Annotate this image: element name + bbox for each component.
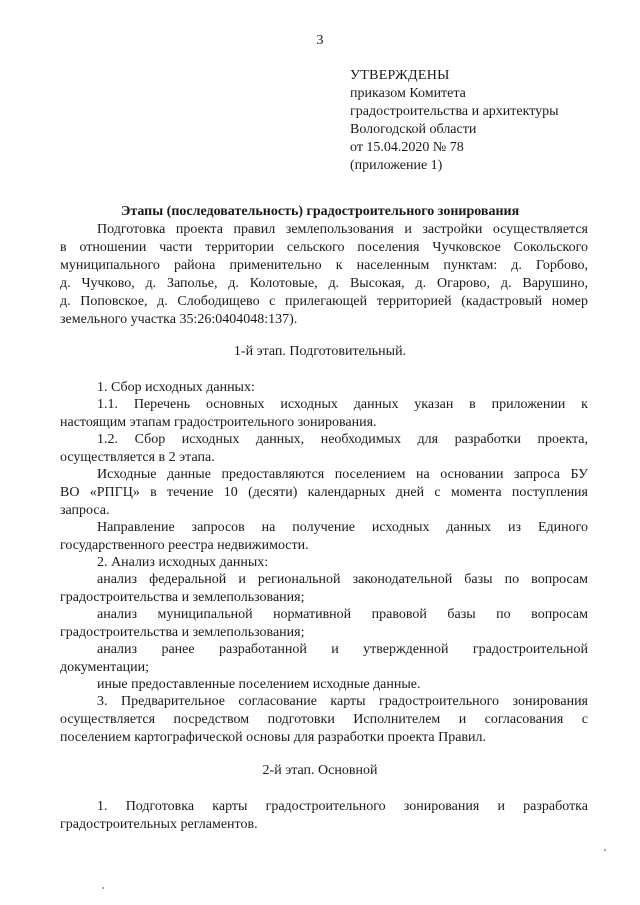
stage1-item: осуществляется посредством подготовки Исполнителем и согласования с (60, 712, 588, 727)
stage1-item: 1.1. Перечень основных исходных данных указан в приложении к (97, 397, 588, 412)
scan-speck (604, 849, 606, 851)
scan-speck (102, 887, 104, 889)
stage1-item: 1. Сбор исходных данных: (97, 380, 255, 395)
intro-line: муниципального района применительно к населенным пунктам: д. Горбово, (60, 258, 588, 273)
approval-line: градостроительства и архитектуры (350, 104, 559, 119)
page-number: 3 (316, 33, 324, 48)
approval-line: (приложение 1) (350, 158, 443, 173)
approval-block (350, 67, 559, 175)
stage1-item: Исходные данные предоставляются поселением на основании запроса БУ (97, 467, 588, 482)
stage1-item: 2. Анализ исходных данных: (97, 555, 269, 570)
stage1-item: 1.2. Сбор исходных данных, необходимых для разработки проекта, (97, 432, 588, 447)
analysis-item: анализ федеральной и региональной законодательной базы по вопросам (97, 572, 588, 587)
stage1-item: 3. Предварительное согласование карты градостроительного зонирования (97, 694, 588, 709)
approval-line: Вологодской области (350, 122, 477, 137)
stage1-item: ВО «РПГЦ» в течение 10 (десяти) календарных дней с момента поступления (60, 485, 588, 500)
document-heading: Этапы (последовательность) градостроительного зонирования (120, 204, 520, 219)
intro-line: в отношении части территории сельского поселения Чучковское Сокольского (60, 240, 588, 255)
approval-line: приказом Комитета (350, 86, 466, 101)
stage1-item: Направление запросов на получение исходных данных из Единого (97, 520, 588, 535)
analysis-item: градостроительства и землепользования; (60, 590, 305, 605)
stage1-item: поселением картографической основы для разработки проекта Правил. (60, 730, 487, 745)
stage1-item: настоящим этапам градостроительного зонирования. (60, 415, 377, 430)
intro-line: земельного участка 35:26:0404048:137). (60, 312, 298, 327)
analysis-item: иные предоставленные поселением исходные данные. (97, 677, 421, 692)
stage2-item: 1. Подготовка карты градостроительного зонирования и разработка (97, 799, 588, 814)
stage1-item: запроса. (60, 503, 110, 518)
approval-title: УТВЕРЖДЕНЫ (350, 68, 450, 83)
analysis-item: документации; (60, 660, 149, 675)
intro-line: д. Чучково, д. Заполье, д. Колотовые, д. Высокая, д. Огарово, д. Варушино, (60, 276, 588, 291)
analysis-item: градостроительства и землепользования; (60, 625, 305, 640)
stage1-item: осуществляется в 2 этапа. (60, 450, 215, 465)
analysis-item: анализ муниципальной нормативной правовой базы по вопросам (97, 607, 588, 622)
stage2-item: градостроительных регламентов. (60, 817, 258, 832)
stage1-item: государственного реестра недвижимости. (60, 538, 309, 553)
stage2-title: 2-й этап. Основной (262, 763, 378, 778)
approval-line: от 15.04.2020 № 78 (350, 140, 464, 155)
stage1-title: 1-й этап. Подготовительный. (233, 344, 407, 359)
intro-line: д. Поповское, д. Слободищево с прилегающей территорией (кадастровый номер (60, 294, 588, 309)
intro-line: Подготовка проекта правил землепользования и застройки осуществляется (97, 222, 588, 237)
analysis-item: анализ ранее разработанной и утвержденной градостроительной (97, 642, 588, 657)
